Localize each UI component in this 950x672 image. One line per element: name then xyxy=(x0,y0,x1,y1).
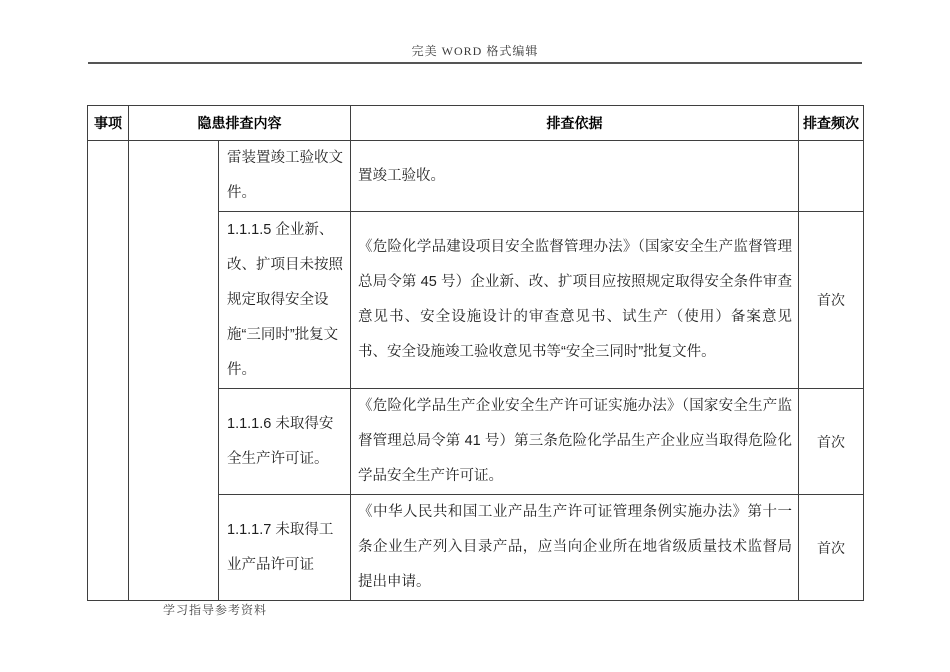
content-cell: 1.1.1.7 未取得工业产品许可证 xyxy=(219,495,351,601)
content-cell: 雷装置竣工验收文件。 xyxy=(219,141,351,212)
basis-cell: 《危险化学品生产企业安全生产许可证实施办法》（国家安全生产监督管理总局令第 41 号）第三条危险化学品生产企业应当取得危险化学品安全生产许可证。 xyxy=(351,389,799,495)
footer-text: 学习指导参考资料 xyxy=(163,603,268,617)
col-header-basis: 排查依据 xyxy=(351,106,799,141)
content-cell: 1.1.1.5 企业新、改、扩项目未按照规定取得安全设施“三同时”批复文件。 xyxy=(219,212,351,389)
inspection-table xyxy=(87,105,864,601)
table-row xyxy=(88,141,864,212)
subcategory-cell xyxy=(129,141,219,601)
page-footer xyxy=(163,601,267,618)
frequency-cell: 首次 xyxy=(799,389,864,495)
basis-cell: 置竣工验收。 xyxy=(351,141,799,212)
frequency-cell: 首次 xyxy=(799,495,864,601)
col-header-item: 事项 xyxy=(88,106,129,141)
basis-cell: 《危险化学品建设项目安全监督管理办法》（国家安全生产监督管理总局令第 45 号）企业新、改、扩项目应按照规定取得安全条件审查意见书、安全设施设计的审查意见书、试生产（使用）备案意见书、安全设施竣工验收意见书等“安全三同时”批复文件。 xyxy=(351,212,799,389)
col-header-frequency: 排查频次 xyxy=(799,106,864,141)
basis-cell: 《中华人民共和国工业产品生产许可证管理条例实施办法》第十一条企业生产列入目录产品，应当向企业所在地省级质量技术监督局提出申请。 xyxy=(351,495,799,601)
frequency-cell xyxy=(799,141,864,212)
item-cell xyxy=(88,141,129,601)
header-text: 完美 WORD 格式编辑 xyxy=(411,44,539,58)
frequency-cell: 首次 xyxy=(799,212,864,389)
table-header-row xyxy=(88,106,864,141)
col-header-content: 隐患排查内容 xyxy=(129,106,351,141)
page-header xyxy=(88,42,862,64)
content-cell: 1.1.1.6 未取得安全生产许可证。 xyxy=(219,389,351,495)
